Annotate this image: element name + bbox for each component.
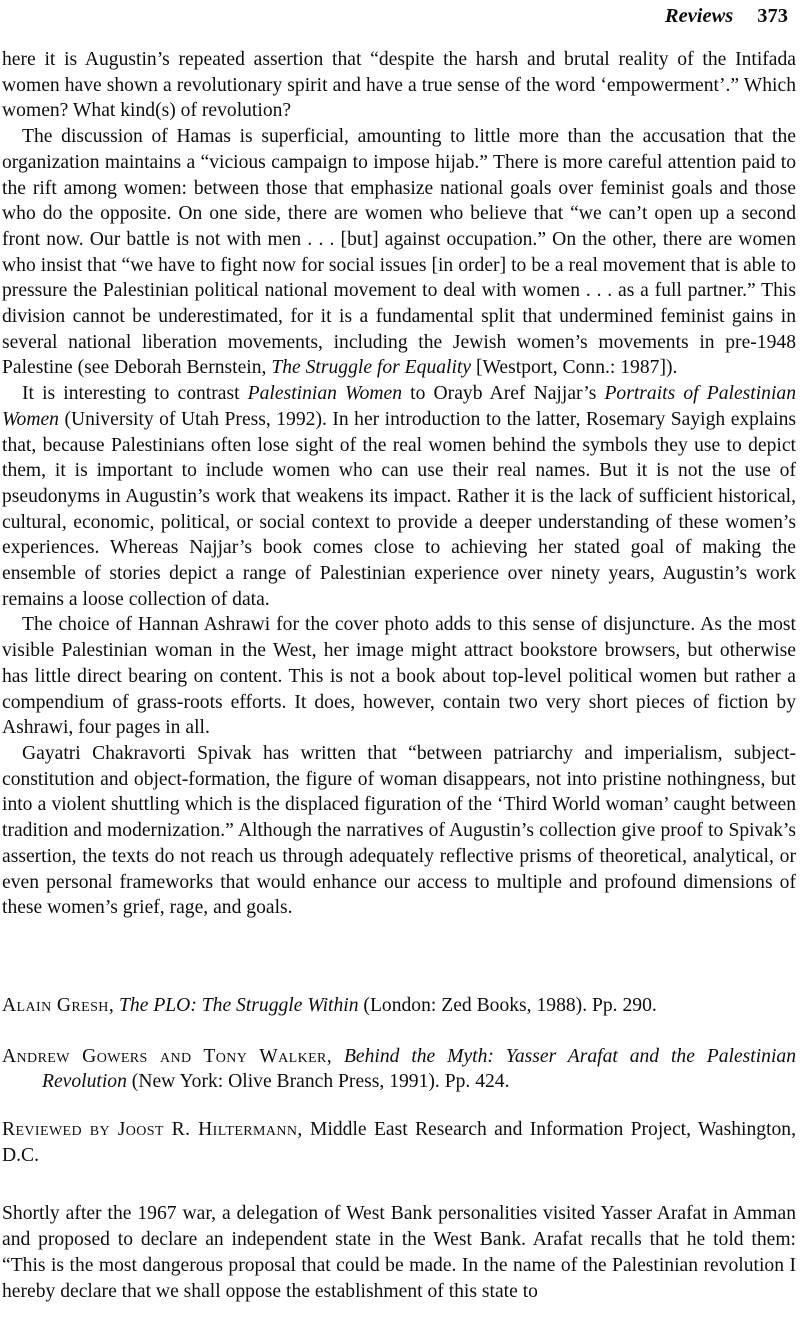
italic-text-run: The Struggle for Equality xyxy=(271,357,472,379)
review-paragraph xyxy=(2,47,796,124)
smallcaps-text-run: Reviewed by Joost R. Hiltermann, xyxy=(2,1119,303,1141)
text-run: The choice of Hannan Ashrawi for the cover photo adds to this sense of disjuncture. As the most visible Palestinian woman in the West, her image might attract bookstore browsers, but otherwise has little direct bearing on content. This is not a book about top-level political women but rather a compendium of grass-roots efforts. It does, however, contain two very short pieces of fiction by Ashrawi, four pages in all. xyxy=(2,614,796,739)
smallcaps-text-run: Andrew Gowers and Tony Walker, xyxy=(2,1045,333,1067)
book-citation xyxy=(2,1044,796,1095)
running-header xyxy=(2,5,796,28)
review-conclusion-body xyxy=(2,47,796,921)
italic-text-run: The PLO: The Struggle Within xyxy=(119,994,359,1016)
text-run: [Westport, Conn.: 1987]). xyxy=(471,357,678,379)
text-run: (University of Utah Press, 1992). In her introduction to the latter, Rosemary Sayigh explains that, because Palestinians often lose sight of the real women behind the symbols they use to depict them, it is important to include women who can use their real names. But it is not the use of pseudonyms in Augustin’s work that weakens its impact. Rather it is the lack of sufficient historical, cultural, economic, political, or social context to provide a deeper understanding of these women’s experiences. Whereas Najjar’s book comes close to achieving her stated goal of making the ensemble of stories depict a range of Palestinian experience over ninety years, Augustin’s work remains a loose collection of data. xyxy=(2,408,796,610)
text-run xyxy=(332,1046,344,1067)
reviewer-section xyxy=(2,1117,796,1168)
book-citations-section xyxy=(2,993,796,1095)
review-paragraph xyxy=(2,381,796,612)
text-run: Gayatri Chakravorti Spivak has written that “between patriarchy and imperialism, subject-constitution and object-formation, the figure of woman disappears, not into pristine nothingness, but into a violent shuttling which is the displaced figuration of the ‘Third World woman’ caught between tradition and modernization.” Although the narratives of Augustin’s collection give proof to Spivak’s assertion, the texts do not reach us through adequately reflective prisms of theoretical, analytical, or even personal frameworks that would enhance our access to multiple and profound dimensions of these women’s grief, rage, and goals. xyxy=(2,742,796,919)
reviewer-byline xyxy=(2,1117,796,1168)
text-run: Shortly after the 1967 war, a delegation of West Bank personalities visited Yasser Arafat in Amman and proposed to declare an independent state in the West Bank. Arafat recalls that he told them: “This is the most dangerous proposal that could be made. In the name of the Palestinian revolution I hereby declare that we shall oppose the establishment of this state to xyxy=(2,1203,796,1302)
italic-text-run: Portraits of Palestinian Women xyxy=(2,383,796,430)
text-run: (New York: Olive Branch Press, 1991). Pp. 424. xyxy=(126,1071,510,1093)
review-paragraph xyxy=(2,612,796,741)
running-title: Reviews xyxy=(664,5,734,27)
review-paragraph xyxy=(2,741,796,921)
text-run: It is interesting to contrast xyxy=(22,383,248,405)
page-number: 373 xyxy=(757,5,788,27)
text-run: here it is Augustin’s repeated assertion that “despite the harsh and brutal reality of the Intifada women have shown a revolutionary spirit and have a true sense of the word ‘empowerment’.” Which women? What kind(s) of revolution? xyxy=(2,49,796,122)
review-paragraph xyxy=(2,124,796,381)
text-run: Middle East Research and Information Project, Washington, D.C. xyxy=(2,1119,796,1166)
next-review-body xyxy=(2,1201,796,1304)
review-paragraph xyxy=(2,1201,796,1304)
italic-text-run: Palestinian Women xyxy=(247,383,403,405)
text-run: to Orayb Aref Najjar’s xyxy=(402,383,605,405)
italic-text-run: Behind the Myth: Yasser Arafat and the Palestinian Revolution xyxy=(42,1045,797,1093)
text-run: The discussion of Hamas is superficial, amounting to little more than the accusation that the organization maintains a “vicious campaign to impose hijab.” There is more careful attention paid to the rift among women: between those that emphasize national goals over feminist goals and those who do the opposite. On one side, there are women who believe that “we can’t open up a second front now. Our battle is not with men . . . [but] against occupation.” On the other, there are women who insist that “we have to fight now for social issues [in order] to be a real movement that is able to pressure the Palestinian political national movement to deal with women . . . as a full partner.” This division cannot be underestimated, for it is a fundamental split that undermined feminist gains in several national liberation movements, including the Jewish women’s movements in pre-1948 Palestine (see Deborah Bernstein, xyxy=(2,126,796,379)
book-citation xyxy=(2,993,796,1019)
text-run: (London: Zed Books, 1988). Pp. 290. xyxy=(358,994,657,1016)
smallcaps-text-run: Alain Gresh, xyxy=(2,994,115,1016)
